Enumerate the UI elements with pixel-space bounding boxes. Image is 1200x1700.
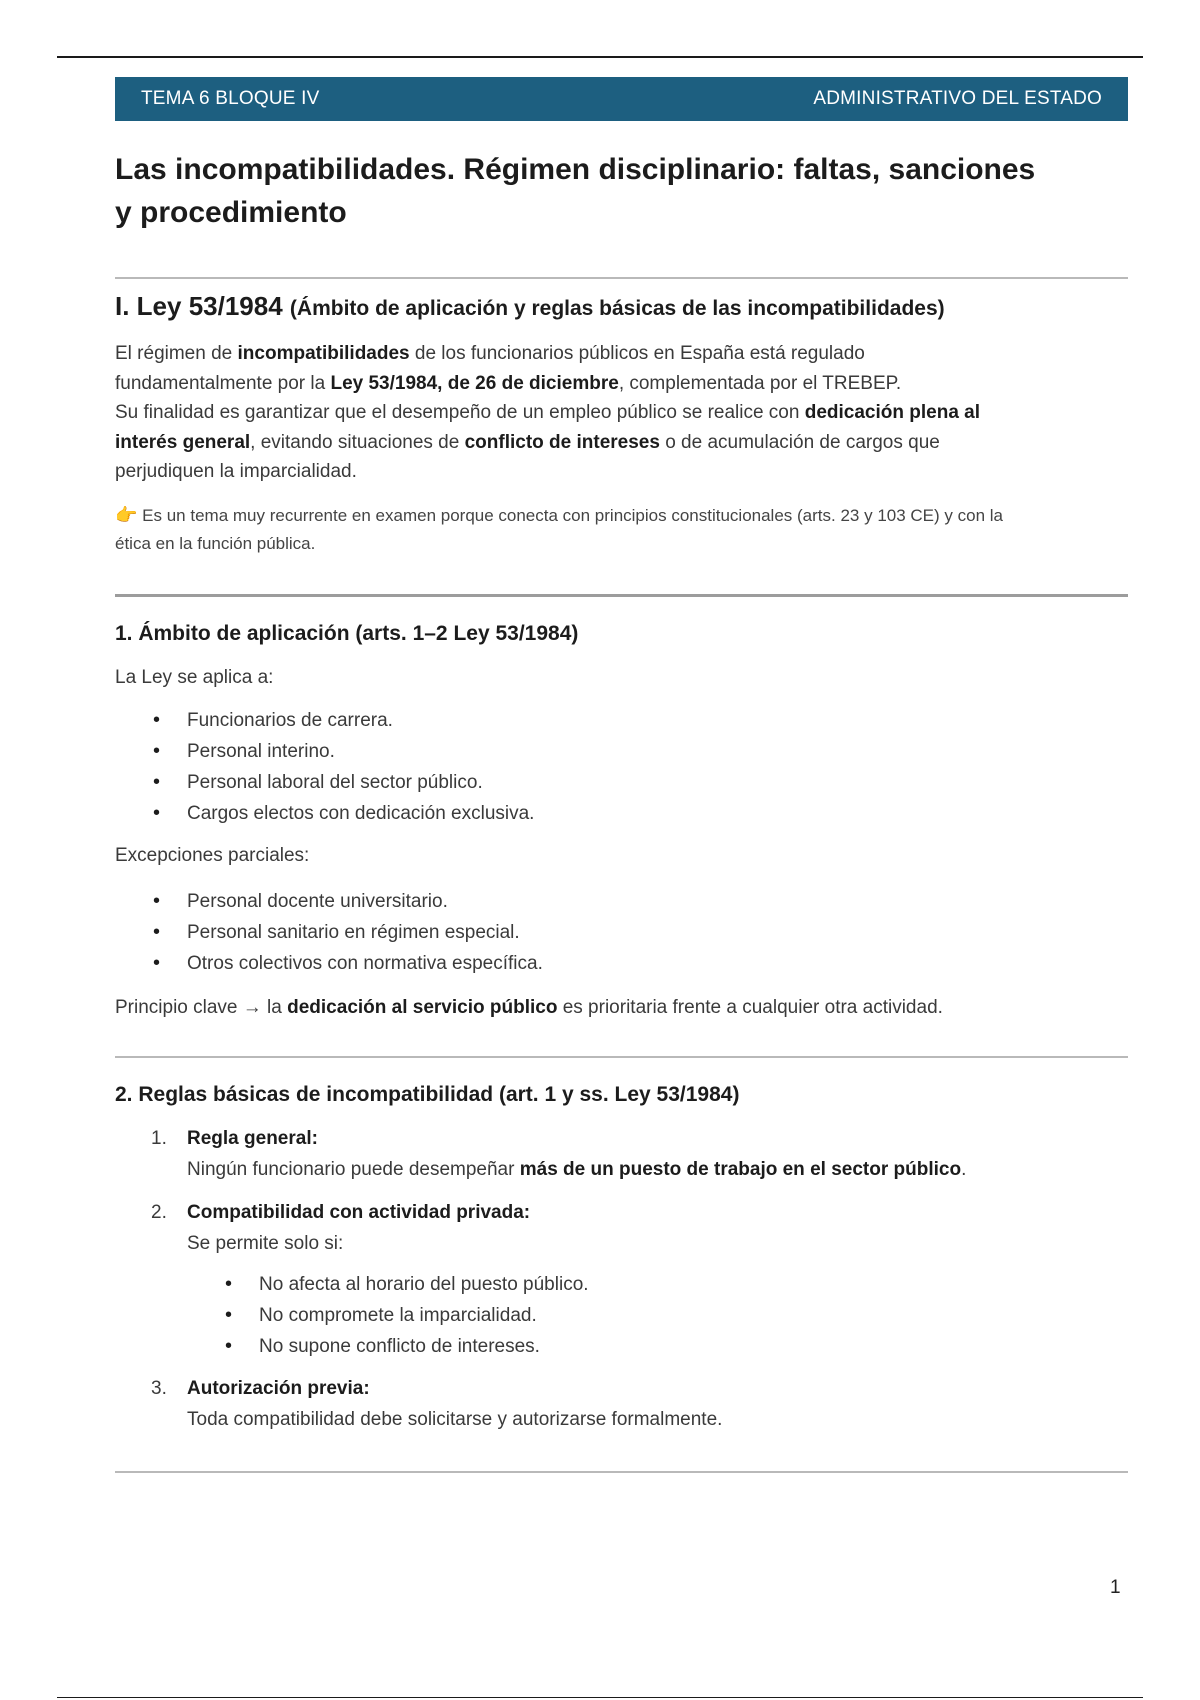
- section-heading-ambito: 1. Ámbito de aplicación (arts. 1–2 Ley 53/1984): [115, 621, 579, 645]
- divider: [115, 1471, 1128, 1473]
- text-run: es prioritaria frente a cualquier otra actividad.: [557, 996, 943, 1018]
- bold-run: conflicto de intereses: [464, 431, 660, 453]
- text-run: Ningún funcionario puede desempeñar: [187, 1158, 520, 1180]
- header-course: ADMINISTRATIVO DEL ESTADO: [813, 88, 1102, 109]
- header-banner: [115, 77, 1128, 121]
- rule-title: Regla general:: [187, 1128, 318, 1149]
- rules-list: [115, 1124, 1128, 1435]
- rule-item: [151, 1198, 1128, 1362]
- text-run: , complementada por el TREBEP.: [618, 372, 902, 394]
- exceptions-list: [115, 886, 1128, 979]
- text-run: .: [961, 1158, 967, 1180]
- list-item: • No supone conflicto de intereses.: [259, 1331, 1128, 1362]
- note-line-1: Es un tema muy recurrente en examen porque conecta con principios constitucionales (arts. 23 y 103 CE) y con la: [142, 505, 1003, 525]
- bold-run: incompatibilidades: [237, 343, 410, 364]
- intro-paragraph: [115, 339, 1128, 487]
- text-run: fundamentalmente por la: [115, 372, 331, 394]
- divider: [115, 277, 1128, 279]
- rule-title: Autorización previa:: [187, 1378, 370, 1399]
- title-line-1: Las incompatibilidades. Régimen disciplinario: faltas, sanciones: [115, 153, 1036, 186]
- document-title: [115, 148, 1128, 234]
- bottom-rule: [57, 1697, 1143, 1698]
- list-item: • Personal sanitario en régimen especial.: [187, 917, 1128, 948]
- rule-text: Toda compatibilidad debe solicitarse y autorizarse formalmente.: [187, 1408, 723, 1430]
- list-item: • Funcionarios de carrera.: [187, 705, 1128, 736]
- top-rule: [57, 56, 1143, 58]
- bold-run: más de un puesto de trabajo en el sector público: [519, 1158, 962, 1180]
- text-run: perjudiquen la imparcialidad.: [115, 461, 357, 482]
- note-line-2: ética en la función pública.: [115, 533, 316, 553]
- rule-item: [151, 1374, 1128, 1435]
- rule-number: 3.: [151, 1378, 167, 1399]
- section-heading-sub: (Ámbito de aplicación y reglas básicas de las incompatibilidades): [289, 297, 945, 320]
- scope-intro: La Ley se aplica a:: [115, 666, 274, 688]
- list-item: • Personal laboral del sector público.: [187, 767, 1128, 798]
- list-item: • Cargos electos con dedicación exclusiva.: [187, 798, 1128, 829]
- key-principle: [115, 993, 1128, 1023]
- bold-run: dedicación plena al: [804, 402, 981, 423]
- divider: [115, 1056, 1128, 1058]
- divider: [115, 594, 1128, 597]
- list-item: • Otros colectivos con normativa específica.: [187, 948, 1128, 979]
- text-run: , evitando situaciones de: [250, 431, 465, 453]
- text-run: El régimen de: [115, 343, 238, 364]
- section-heading-reglas: 2. Reglas básicas de incompatibilidad (art. 1 y ss. Ley 53/1984): [115, 1083, 740, 1106]
- list-item: • Personal docente universitario.: [187, 886, 1128, 917]
- rule-text: Se permite solo si:: [187, 1232, 344, 1254]
- text-run: o de acumulación de cargos que: [659, 431, 940, 453]
- list-item: • Personal interino.: [187, 736, 1128, 767]
- text-run: Su finalidad es garantizar que el desempeño de un empleo público se realice con: [115, 402, 805, 423]
- rule-title: Compatibilidad con actividad privada:: [187, 1202, 531, 1223]
- rule-number: 1.: [151, 1128, 167, 1149]
- bold-run: Ley 53/1984, de 26 de diciembre: [330, 372, 619, 394]
- title-line-2: y procedimiento: [115, 196, 347, 229]
- text-run: Principio clave → la: [115, 996, 288, 1018]
- section-heading-main: I. Ley 53/1984: [115, 291, 283, 321]
- pointing-hand-icon: 👉: [115, 504, 138, 525]
- list-item: • No afecta al horario del puesto público.: [259, 1269, 1128, 1300]
- text-run: de los funcionarios públicos en España está regulado: [409, 343, 865, 364]
- section-heading-ley: [115, 288, 1128, 327]
- page-number: 1: [1110, 1577, 1121, 1598]
- scope-list: [115, 705, 1128, 829]
- list-item: • No compromete la imparcialidad.: [259, 1300, 1128, 1331]
- exam-note: [115, 501, 1128, 558]
- document-page: [115, 77, 1128, 1473]
- bold-run: interés general: [115, 431, 251, 453]
- exceptions-label: Excepciones parciales:: [115, 845, 310, 866]
- bold-run: dedicación al servicio público: [287, 996, 558, 1018]
- header-topic: TEMA 6 BLOQUE IV: [141, 88, 320, 109]
- rule-item: [151, 1124, 1128, 1185]
- conditions-list: [187, 1269, 1128, 1362]
- rule-number: 2.: [151, 1202, 167, 1223]
